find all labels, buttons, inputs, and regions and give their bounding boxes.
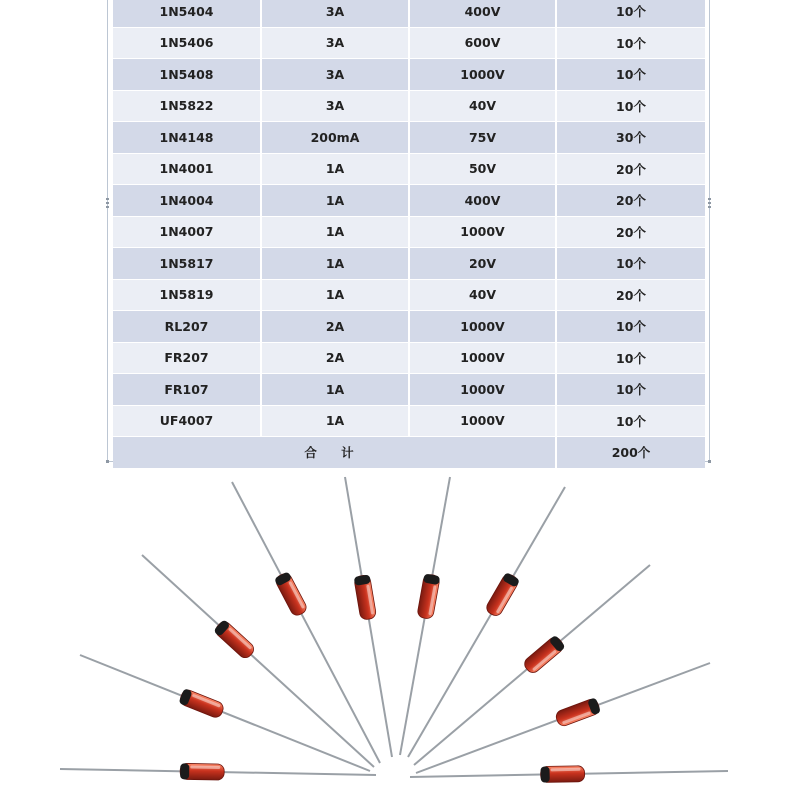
current-cell: 1A xyxy=(261,279,409,311)
voltage-cell: 1000V xyxy=(409,374,556,406)
quantity-cell: 20个 xyxy=(556,216,705,248)
diode-cathode-band xyxy=(540,766,549,782)
current-cell: 3A xyxy=(261,0,409,27)
voltage-cell: 600V xyxy=(409,27,556,59)
table-row xyxy=(113,122,705,154)
current-cell: 3A xyxy=(261,90,409,122)
diode xyxy=(60,763,376,780)
diode xyxy=(80,655,370,771)
quantity-cell: 10个 xyxy=(556,59,705,91)
current-cell: 1A xyxy=(261,405,409,437)
diode-body xyxy=(522,635,566,676)
diode-cathode-band xyxy=(180,763,189,779)
diode-fan xyxy=(60,477,728,783)
total-label: 合 计 xyxy=(113,437,556,469)
table-row xyxy=(113,311,705,343)
voltage-cell: 20V xyxy=(409,248,556,280)
model-cell: 1N5408 xyxy=(113,59,261,91)
quantity-cell: 10个 xyxy=(556,374,705,406)
diode-body xyxy=(180,763,224,780)
model-cell: 1N4004 xyxy=(113,185,261,217)
table-row xyxy=(113,342,705,374)
table-row xyxy=(113,0,705,27)
model-cell: 1N4007 xyxy=(113,216,261,248)
quantity-cell: 20个 xyxy=(556,279,705,311)
current-cell: 2A xyxy=(261,342,409,374)
current-cell: 1A xyxy=(261,374,409,406)
voltage-cell: 1000V xyxy=(409,59,556,91)
voltage-cell: 40V xyxy=(409,279,556,311)
diode-lead xyxy=(232,482,380,763)
diode-body xyxy=(484,572,520,618)
table-row xyxy=(113,405,705,437)
diode-lead xyxy=(80,655,370,771)
diode-body xyxy=(178,688,225,719)
table-row xyxy=(113,279,705,311)
model-cell: 1N4148 xyxy=(113,122,261,154)
diode-body xyxy=(554,697,601,727)
diode xyxy=(416,663,710,773)
diode xyxy=(142,555,374,767)
voltage-cell: 50V xyxy=(409,153,556,185)
diode-lead xyxy=(142,555,374,767)
current-cell: 3A xyxy=(261,27,409,59)
diode xyxy=(345,477,392,757)
total-quantity: 200个 xyxy=(556,437,705,469)
quantity-cell: 10个 xyxy=(556,90,705,122)
resize-handle-bottom-right[interactable] xyxy=(708,460,711,463)
model-cell: 1N4001 xyxy=(113,153,261,185)
quantity-cell: 20个 xyxy=(556,153,705,185)
table-row xyxy=(113,59,705,91)
model-cell: FR207 xyxy=(113,342,261,374)
model-cell: FR107 xyxy=(113,374,261,406)
resize-handle-bottom-left[interactable] xyxy=(106,460,109,463)
model-cell: 1N5817 xyxy=(113,248,261,280)
quantity-cell: 20个 xyxy=(556,185,705,217)
diode xyxy=(410,766,728,783)
current-cell: 1A xyxy=(261,216,409,248)
current-cell: 2A xyxy=(261,311,409,343)
quantity-cell: 10个 xyxy=(556,0,705,27)
table-row xyxy=(113,90,705,122)
voltage-cell: 400V xyxy=(409,185,556,217)
model-cell: 1N5404 xyxy=(113,0,261,27)
diode-body xyxy=(417,573,441,619)
diode-product-photo xyxy=(0,465,800,800)
voltage-cell: 400V xyxy=(409,0,556,27)
diode-body xyxy=(274,571,309,617)
model-cell: 1N5406 xyxy=(113,27,261,59)
resize-handle-right[interactable] xyxy=(708,198,711,210)
resize-handle-left[interactable] xyxy=(106,198,109,210)
diode xyxy=(232,482,380,763)
diode xyxy=(414,565,650,765)
current-cell: 3A xyxy=(261,59,409,91)
diode-spec-table xyxy=(113,0,705,469)
total-row xyxy=(113,437,705,469)
diode-body xyxy=(540,766,584,783)
quantity-cell: 10个 xyxy=(556,248,705,280)
table-row xyxy=(113,27,705,59)
diode xyxy=(408,487,565,757)
model-cell: RL207 xyxy=(113,311,261,343)
model-cell: UF4007 xyxy=(113,405,261,437)
current-cell: 1A xyxy=(261,248,409,280)
voltage-cell: 1000V xyxy=(409,311,556,343)
current-cell: 200mA xyxy=(261,122,409,154)
quantity-cell: 10个 xyxy=(556,311,705,343)
voltage-cell: 40V xyxy=(409,90,556,122)
table-row xyxy=(113,248,705,280)
model-cell: 1N5819 xyxy=(113,279,261,311)
diode-body xyxy=(354,574,377,620)
table-row xyxy=(113,185,705,217)
diode xyxy=(400,477,450,755)
voltage-cell: 75V xyxy=(409,122,556,154)
quantity-cell: 10个 xyxy=(556,405,705,437)
voltage-cell: 1000V xyxy=(409,342,556,374)
table-row xyxy=(113,216,705,248)
current-cell: 1A xyxy=(261,153,409,185)
diode-body xyxy=(213,619,256,660)
table-row xyxy=(113,374,705,406)
model-cell: 1N5822 xyxy=(113,90,261,122)
table-row xyxy=(113,153,705,185)
voltage-cell: 1000V xyxy=(409,405,556,437)
quantity-cell: 30个 xyxy=(556,122,705,154)
current-cell: 1A xyxy=(261,185,409,217)
diode-lead xyxy=(408,487,565,757)
quantity-cell: 10个 xyxy=(556,342,705,374)
voltage-cell: 1000V xyxy=(409,216,556,248)
quantity-cell: 10个 xyxy=(556,27,705,59)
